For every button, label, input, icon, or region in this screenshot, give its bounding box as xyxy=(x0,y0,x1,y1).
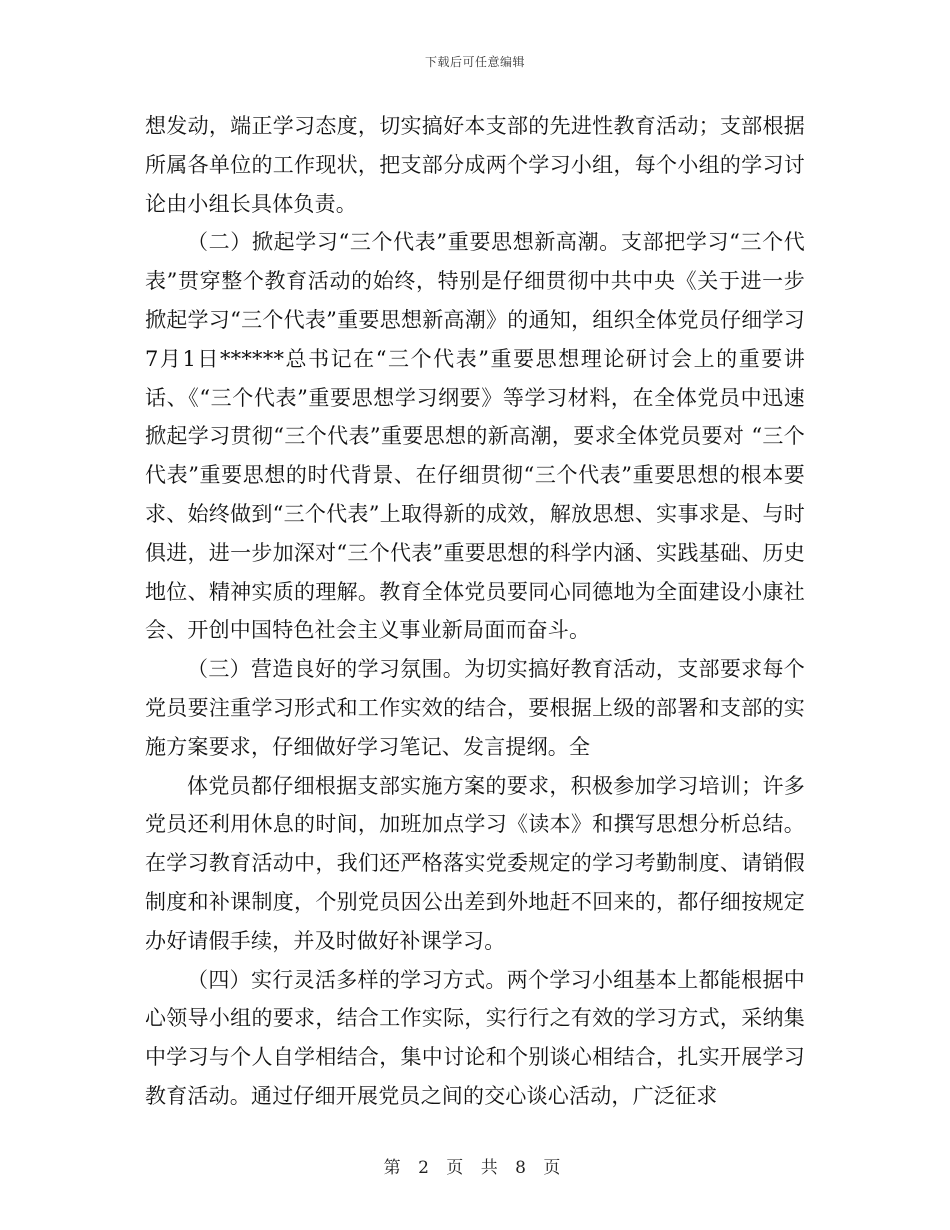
paragraph-section-three: （三）营造良好的学习氛围。为切实搞好教育活动，支部要求每个党员要注重学习形式和工作实效的结合，要根据上级的部署和支部的实施方案要求，仔细做好学习笔记、发言提纲。全 xyxy=(145,657,805,759)
paragraph-section-two: （二）掀起学习“三个代表”重要思想新高潮。支部把学习“三个代表”贯穿整个教育活动的始终，特别是仔细贯彻中共中央《关于进一步掀起学习“三个代表”重要思想新高潮》的通知，组织全体党员仔细学习7月1日******总书记在“三个代表”重要思想理论研讨会上的重要讲话、《“三个代表”重要思想学习纲要》等学习材料，在全体党员中迅速掀起学习贯彻“三个代表”重要思想的新高潮，要求全体党员要对 “三个代表”重要思想的时代背景、在仔细贯彻“三个代表”重要思想的根本要求、始终做到“三个代表”上取得新的成效，解放思想、实事求是、与时俱进，进一步加深对“三个代表”重要思想的科学内涵、实践基础、历史地位、精神实质的理解。教育全体党员要同心同德地为全面建设小康社会、开创中国特色社会主义事业新局面而奋斗。 xyxy=(145,230,805,643)
page-number-footer: 第 2 页 共 8 页 xyxy=(383,1158,567,1178)
document-body xyxy=(145,107,805,1116)
paragraph-section-four: （四）实行灵活多样的学习方式。两个学习小组基本上都能根据中心领导小组的要求，结合工作实际，实行行之有效的学习方式，采纳集中学习与个人自学相结合，集中讨论和个别谈心相结合，扎实开展学习教育活动。通过仔细开展党员之间的交心谈心活动，广泛征求 xyxy=(145,967,805,1108)
paragraph-section-three-continued: 体党员都仔细根据支部实施方案的要求，积极参加学习培训；许多党员还利用休息的时间，加班加点学习《读本》和撰写思想分析总结。在学习教育活动中，我们还严格落实党委规定的学习考勤制度、请销假制度和补课制度，个别党员因公出差到外地赶不回来的，都仔细按规定办好请假手续，并及时做好补课学习。 xyxy=(145,773,805,953)
page-header: 下载后可任意编辑 xyxy=(424,55,525,69)
paragraph-continuation: 想发动，端正学习态度，切实搞好本支部的先进性教育活动；支部根据所属各单位的工作现状，把支部分成两个学习小组，每个小组的学习讨论由小组长具体负责。 xyxy=(145,114,805,216)
